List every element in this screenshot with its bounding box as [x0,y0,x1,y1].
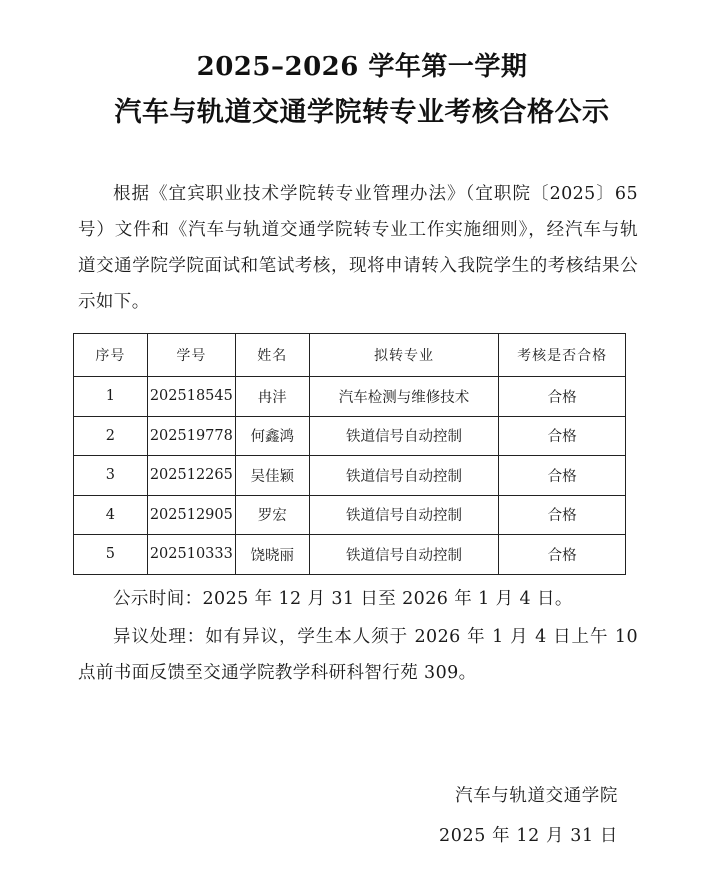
cell-target-major: 铁道信号自动控制 [309,416,499,456]
cell-name: 饶晓丽 [235,535,309,575]
cell-target-major: 铁道信号自动控制 [309,456,499,496]
cell-name: 罗宏 [235,495,309,535]
table-row [74,416,626,456]
cell-student-id: 202512905 [147,495,235,535]
cell-pass-status: 合格 [499,495,626,535]
notice-objection: 异议处理：如有异议，学生本人须于 2026 年 1 月 4 日上午 10 点前书面反馈至交通学院教学科研科智行苑 309。 [78,627,638,683]
page-title-main: 汽车与轨道交通学院转专业考核合格公示 [114,97,610,128]
cell-student-id: 202519778 [147,416,235,456]
cell-index: 4 [74,495,148,535]
cell-pass-status: 合格 [499,377,626,417]
table-header-row [74,334,626,377]
cell-name: 吴佳颖 [235,456,309,496]
cell-name: 何鑫鸿 [235,416,309,456]
cell-pass-status: 合格 [499,416,626,456]
cell-student-id: 202512265 [147,456,235,496]
table-row [74,535,626,575]
header-index: 序号 [74,334,148,377]
cell-pass-status: 合格 [499,456,626,496]
cell-target-major: 铁道信号自动控制 [309,535,499,575]
cell-index: 1 [74,377,148,417]
results-table [73,333,626,575]
cell-name: 冉沣 [235,377,309,417]
header-pass-status: 考核是否合格 [499,334,626,377]
header-student-id: 学号 [147,334,235,377]
table-row [74,377,626,417]
intro-paragraph: 根据《宜宾职业技术学院转专业管理办法》（宜职院〔2025〕65 号）文件和《汽车与轨道交通学院转专业工作实施细则》，经汽车与轨道交通学院学院面试和笔试考核，现将申请转入我院学生的考核结果公示如下。 [78,184,638,312]
cell-student-id: 202518545 [147,377,235,417]
signature-date: 2025 年 12 月 31 日 [439,826,618,846]
header-target-major: 拟转专业 [309,334,499,377]
notice-period: 公示时间：2025 年 12 月 31 日至 2026 年 1 月 4 日。 [113,589,573,609]
table-row [74,456,626,496]
header-name: 姓名 [235,334,309,377]
cell-index: 2 [74,416,148,456]
page-title-term: 2025–2026 学年第一学期 [196,52,528,82]
signature-organization: 汽车与轨道交通学院 [455,786,618,806]
cell-target-major: 汽车检测与维修技术 [309,377,499,417]
cell-pass-status: 合格 [499,535,626,575]
table-row [74,495,626,535]
cell-index: 3 [74,456,148,496]
cell-student-id: 202510333 [147,535,235,575]
cell-index: 5 [74,535,148,575]
cell-target-major: 铁道信号自动控制 [309,495,499,535]
